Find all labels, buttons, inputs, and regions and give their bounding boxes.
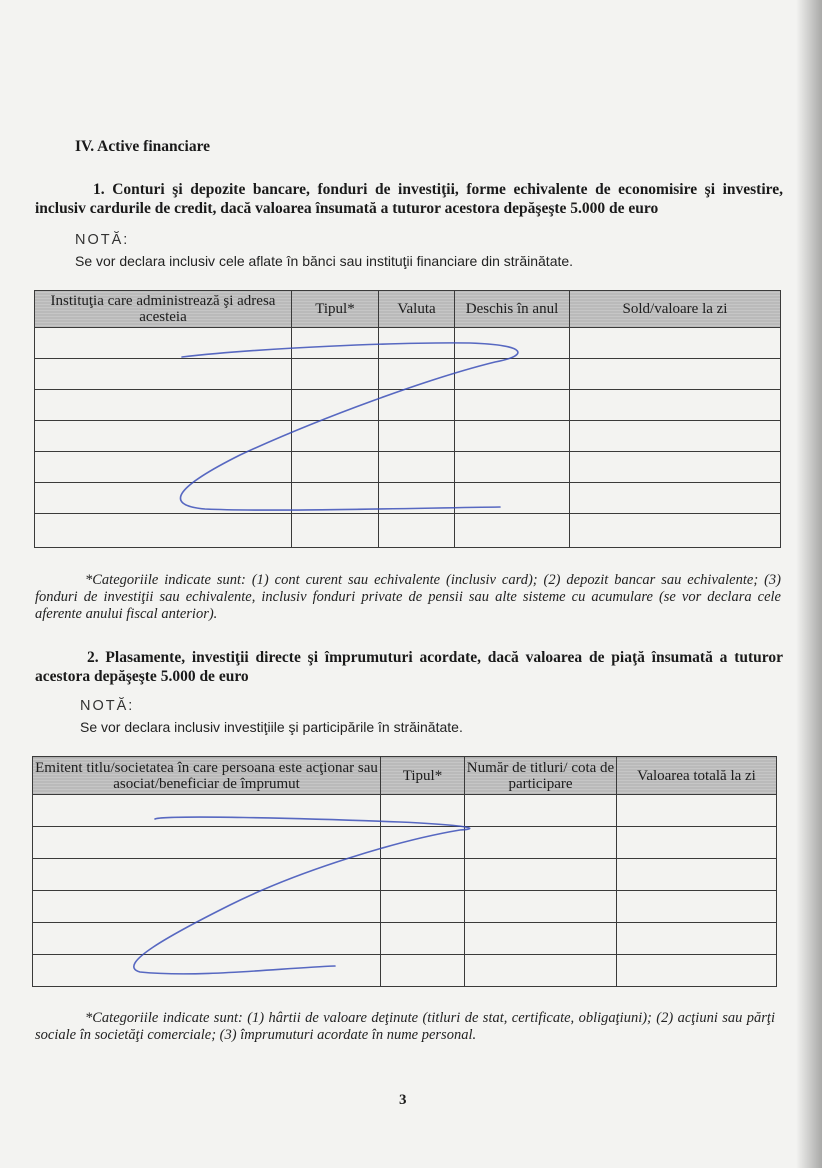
section1-heading: 1. Conturi şi depozite bancare, fonduri de investiţii, forme echivalente de economisire şi investire, inclusiv cardurile de credit, dacă valoarea însumată a tuturor acestora depăşeşte 5.000 de euro [35, 181, 783, 217]
header-total-value: Valoarea totală la zi [617, 757, 777, 795]
table-cell[interactable] [455, 452, 570, 483]
table-row [35, 359, 781, 390]
table-cell[interactable] [35, 514, 292, 548]
table-cell[interactable] [455, 514, 570, 548]
table-cell[interactable] [617, 923, 777, 955]
table-row [35, 421, 781, 452]
section2-nota-text: Se vor declara inclusiv investiţiile şi participările în străinătate. [80, 719, 463, 735]
table-cell[interactable] [379, 359, 455, 390]
table-header-row [35, 291, 781, 328]
table-cell[interactable] [381, 827, 465, 859]
table-cell[interactable] [33, 795, 381, 827]
page-number: 3 [399, 1092, 407, 1108]
table-cell[interactable] [381, 923, 465, 955]
table-cell[interactable] [292, 514, 379, 548]
table-cell[interactable] [35, 328, 292, 359]
table-cell[interactable] [455, 359, 570, 390]
scan-edge-shadow [796, 0, 822, 1168]
table-cell[interactable] [455, 421, 570, 452]
table-row [35, 390, 781, 421]
table-cell[interactable] [570, 421, 781, 452]
table-row [33, 795, 777, 827]
table-cell[interactable] [455, 483, 570, 514]
table-cell[interactable] [292, 359, 379, 390]
table-row [33, 923, 777, 955]
header-type: Tipul* [381, 757, 465, 795]
table-cell[interactable] [465, 827, 617, 859]
table-cell[interactable] [381, 955, 465, 987]
table-cell[interactable] [379, 483, 455, 514]
table-cell[interactable] [570, 452, 781, 483]
header-issuer: Emitent titlu/societatea în care persoana este acţionar sau asociat/beneficiar de împrumut [33, 757, 381, 795]
table-row [35, 328, 781, 359]
section2-nota-label: NOTĂ: [80, 698, 135, 714]
table-cell[interactable] [381, 891, 465, 923]
table-cell[interactable] [33, 923, 381, 955]
table-cell[interactable] [570, 483, 781, 514]
table-cell[interactable] [292, 328, 379, 359]
table-row [33, 891, 777, 923]
section2-heading: 2. Plasamente, investiţii directe şi împrumuturi acordate, dacă valoarea de piaţă însumată a tuturor acestora depăşeşte 5.000 de euro [35, 649, 783, 685]
table-row [35, 452, 781, 483]
header-type: Tipul* [292, 291, 379, 328]
table-cell[interactable] [455, 390, 570, 421]
table-cell[interactable] [35, 421, 292, 452]
section-title: IV. Active financiare [75, 138, 211, 155]
table-cell[interactable] [617, 891, 777, 923]
table-cell[interactable] [465, 859, 617, 891]
table-cell[interactable] [35, 483, 292, 514]
table-cell[interactable] [617, 955, 777, 987]
table-row [33, 827, 777, 859]
table-cell[interactable] [379, 390, 455, 421]
table-cell[interactable] [617, 827, 777, 859]
table-cell[interactable] [33, 955, 381, 987]
table-cell[interactable] [33, 827, 381, 859]
header-balance: Sold/valoare la zi [570, 291, 781, 328]
table-row [33, 955, 777, 987]
table-cell[interactable] [381, 859, 465, 891]
table-cell[interactable] [379, 328, 455, 359]
table-cell[interactable] [570, 328, 781, 359]
table-cell[interactable] [465, 955, 617, 987]
section1-nota-text: Se vor declara inclusiv cele aflate în bănci sau instituţii financiare din străinătate. [75, 253, 574, 269]
table-cell[interactable] [465, 795, 617, 827]
table-cell[interactable] [35, 390, 292, 421]
table-cell[interactable] [570, 514, 781, 548]
table-row [35, 483, 781, 514]
table-cell[interactable] [292, 421, 379, 452]
table-cell[interactable] [617, 795, 777, 827]
table-cell[interactable] [292, 483, 379, 514]
header-shares-count: Număr de titluri/ cota de participare [465, 757, 617, 795]
table-cell[interactable] [33, 891, 381, 923]
table-cell[interactable] [379, 452, 455, 483]
table-cell[interactable] [465, 891, 617, 923]
table-row [33, 859, 777, 891]
table-cell[interactable] [379, 421, 455, 452]
table-row [35, 514, 781, 548]
bank-accounts-table [34, 290, 781, 548]
section1-footnote: *Categoriile indicate sunt: (1) cont curent sau echivalente (inclusiv card); (2) depozit bancar sau echivalente; (3) fonduri de investiţii sau echivalente, inclusiv fonduri private de pensii sau alte sisteme cu acumulare (se vor declara cele aferente anului fiscal anterior). [35, 572, 781, 622]
header-opened-year: Deschis în anul [455, 291, 570, 328]
table-cell[interactable] [292, 452, 379, 483]
table-cell[interactable] [292, 390, 379, 421]
table-cell[interactable] [570, 359, 781, 390]
table-cell[interactable] [455, 328, 570, 359]
section2-footnote: *Categoriile indicate sunt: (1) hârtii de valoare deţinute (titluri de stat, certificate, obligaţiuni); (2) acţiuni sau părţi sociale în societăţi comerciale; (3) împrumuturi acordate în nume personal. [35, 1010, 775, 1043]
table-cell[interactable] [570, 390, 781, 421]
table-cell[interactable] [379, 514, 455, 548]
table-header-row [33, 757, 777, 795]
investments-table [32, 756, 777, 987]
header-currency: Valuta [379, 291, 455, 328]
table-cell[interactable] [617, 859, 777, 891]
section1-nota-label: NOTĂ: [75, 232, 130, 248]
table-cell[interactable] [465, 923, 617, 955]
header-institution: Instituţia care administrează şi adresa acesteia [35, 291, 292, 328]
table-cell[interactable] [35, 359, 292, 390]
table-cell[interactable] [381, 795, 465, 827]
table-cell[interactable] [35, 452, 292, 483]
table-cell[interactable] [33, 859, 381, 891]
